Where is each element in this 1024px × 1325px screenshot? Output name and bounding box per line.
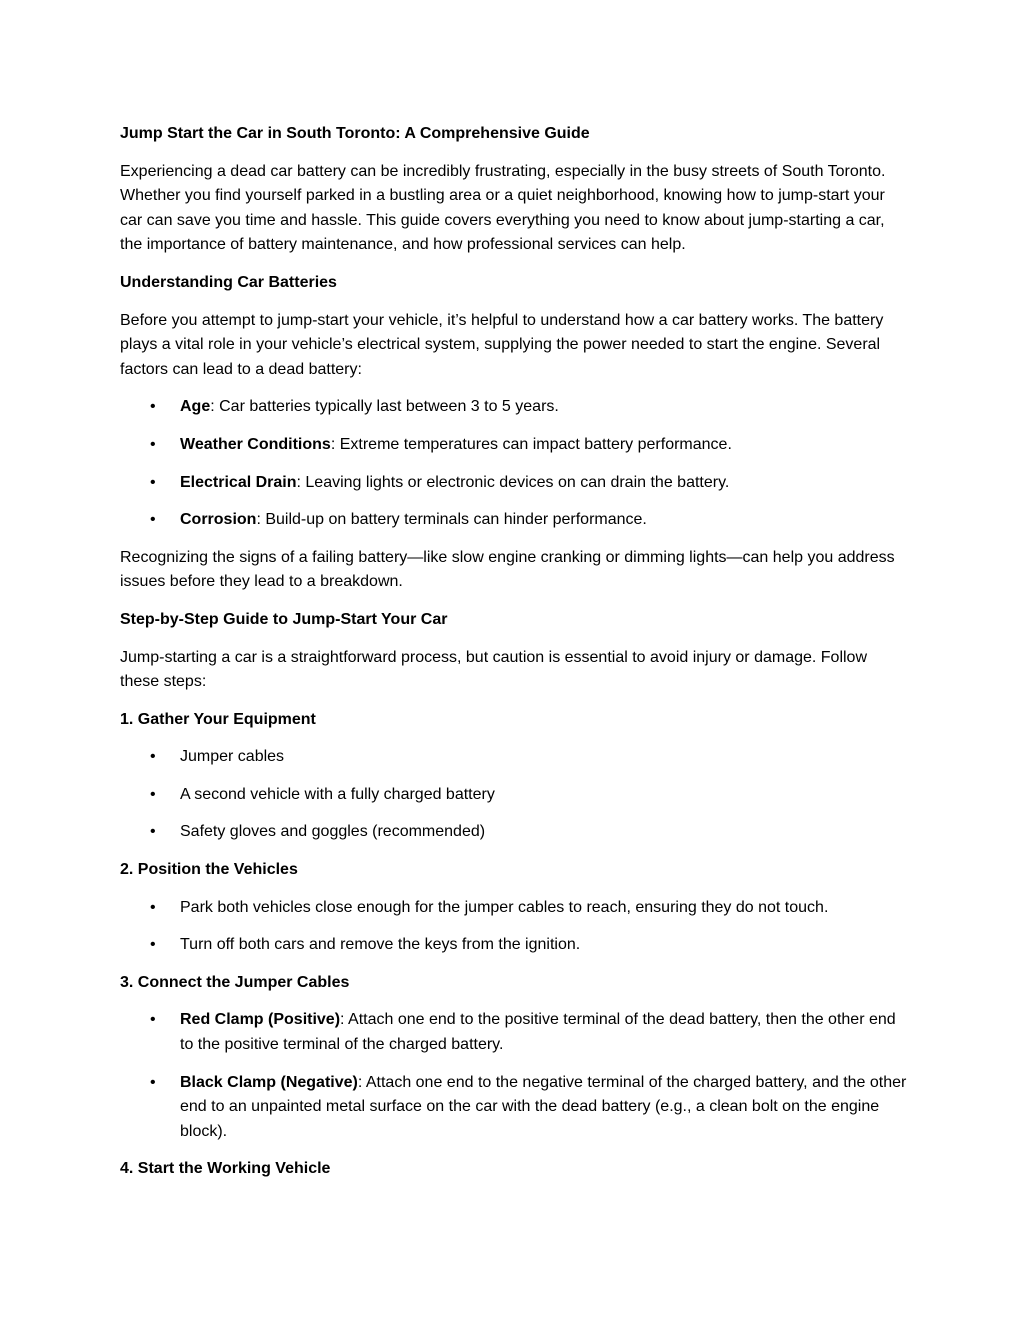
position-list — [120, 896, 910, 958]
signs-paragraph: Recognizing the signs of a failing battery—like slow engine cranking or dimming lights—can help you address issues before they lead to a breakdown. — [120, 548, 895, 591]
battery-factors-list — [120, 395, 910, 532]
bullet-icon: • — [150, 898, 156, 916]
list-item-text: Jumper cables — [180, 748, 285, 766]
bullet-icon: • — [150, 1011, 156, 1029]
factor-term: Electrical Drain — [180, 473, 297, 491]
factor-description: : Leaving lights or electronic devices on can drain the battery. — [296, 473, 730, 491]
list-item — [120, 745, 910, 770]
list-item-text: Safety gloves and goggles (recommended) — [180, 823, 486, 841]
list-item-text: Park both vehicles close enough for the jumper cables to reach, ensuring they do not touch. — [180, 898, 829, 916]
list-item — [120, 1071, 910, 1145]
factor-term: Corrosion — [180, 511, 257, 529]
document-title: Jump Start the Car in South Toronto: A Comprehensive Guide — [120, 125, 590, 142]
clamp-description: : Attach one end to the positive terminal of the dead battery, then the other end to the positive terminal of the charged battery. — [180, 1011, 896, 1054]
guide-paragraph: Jump-starting a car is a straightforward process, but caution is essential to avoid injury or damage. Follow these steps: — [120, 648, 868, 691]
step-heading-connect-cables: 3. Connect the Jumper Cables — [120, 973, 350, 991]
list-item-text: A second vehicle with a fully charged battery — [180, 785, 495, 803]
cables-list — [120, 1008, 910, 1144]
list-item — [120, 820, 910, 845]
factor-term: Weather Conditions — [180, 435, 331, 453]
bullet-icon: • — [150, 435, 156, 453]
step-heading-start-working-vehicle: 4. Start the Working Vehicle — [120, 1160, 331, 1178]
clamp-term: Red Clamp (Positive) — [180, 1011, 341, 1029]
factor-description: : Extreme temperatures can impact battery performance. — [330, 435, 732, 453]
bullet-icon: • — [150, 823, 156, 841]
bullet-icon: • — [150, 511, 156, 529]
factor-term: Age — [180, 398, 211, 416]
equipment-list — [120, 745, 910, 845]
list-item-text: Turn off both cars and remove the keys from the ignition. — [180, 936, 581, 954]
bullet-icon: • — [150, 398, 156, 416]
list-item — [120, 896, 910, 921]
list-item — [120, 1008, 910, 1057]
section-heading-understanding: Understanding Car Batteries — [120, 273, 337, 291]
bullet-icon: • — [150, 1073, 156, 1091]
factor-description: : Car batteries typically last between 3 to 5 years. — [210, 398, 559, 416]
bullet-icon: • — [150, 748, 156, 766]
step-heading-position-vehicles: 2. Position the Vehicles — [120, 861, 298, 879]
clamp-term: Black Clamp (Negative) — [180, 1073, 358, 1091]
understanding-paragraph: Before you attempt to jump-start your vehicle, it’s helpful to understand how a car battery works. The battery plays a vital role in your vehicle’s electrical system, supplying the power needed to start the engine. Several factors can lead to a dead battery: — [120, 311, 884, 378]
document-page — [120, 122, 910, 1195]
clamp-description: : Attach one end to the negative terminal of the charged battery, and the other end to an unpainted metal surface on the car with the dead battery (e.g., a clean bolt on the engine block). — [180, 1073, 907, 1140]
section-heading-guide: Step-by-Step Guide to Jump-Start Your Car — [120, 610, 448, 628]
list-item — [120, 471, 910, 496]
factor-description: : Build-up on battery terminals can hinder performance. — [256, 511, 647, 529]
list-item — [120, 395, 910, 420]
bullet-icon: • — [150, 473, 156, 491]
list-item — [120, 508, 910, 533]
step-heading-gather-equipment: 1. Gather Your Equipment — [120, 710, 316, 728]
list-item — [120, 933, 910, 958]
intro-paragraph: Experiencing a dead car battery can be incredibly frustrating, especially in the busy streets of South Toronto. Whether you find yourself parked in a bustling area or a quiet neighborhood, knowing how to jump-start your car can save you time and hassle. This guide covers everything you need to know about jump-starting a car, the importance of battery maintenance, and how professional services can help. — [120, 162, 886, 254]
bullet-icon: • — [150, 936, 156, 954]
bullet-icon: • — [150, 785, 156, 803]
list-item — [120, 433, 910, 458]
list-item — [120, 783, 910, 808]
